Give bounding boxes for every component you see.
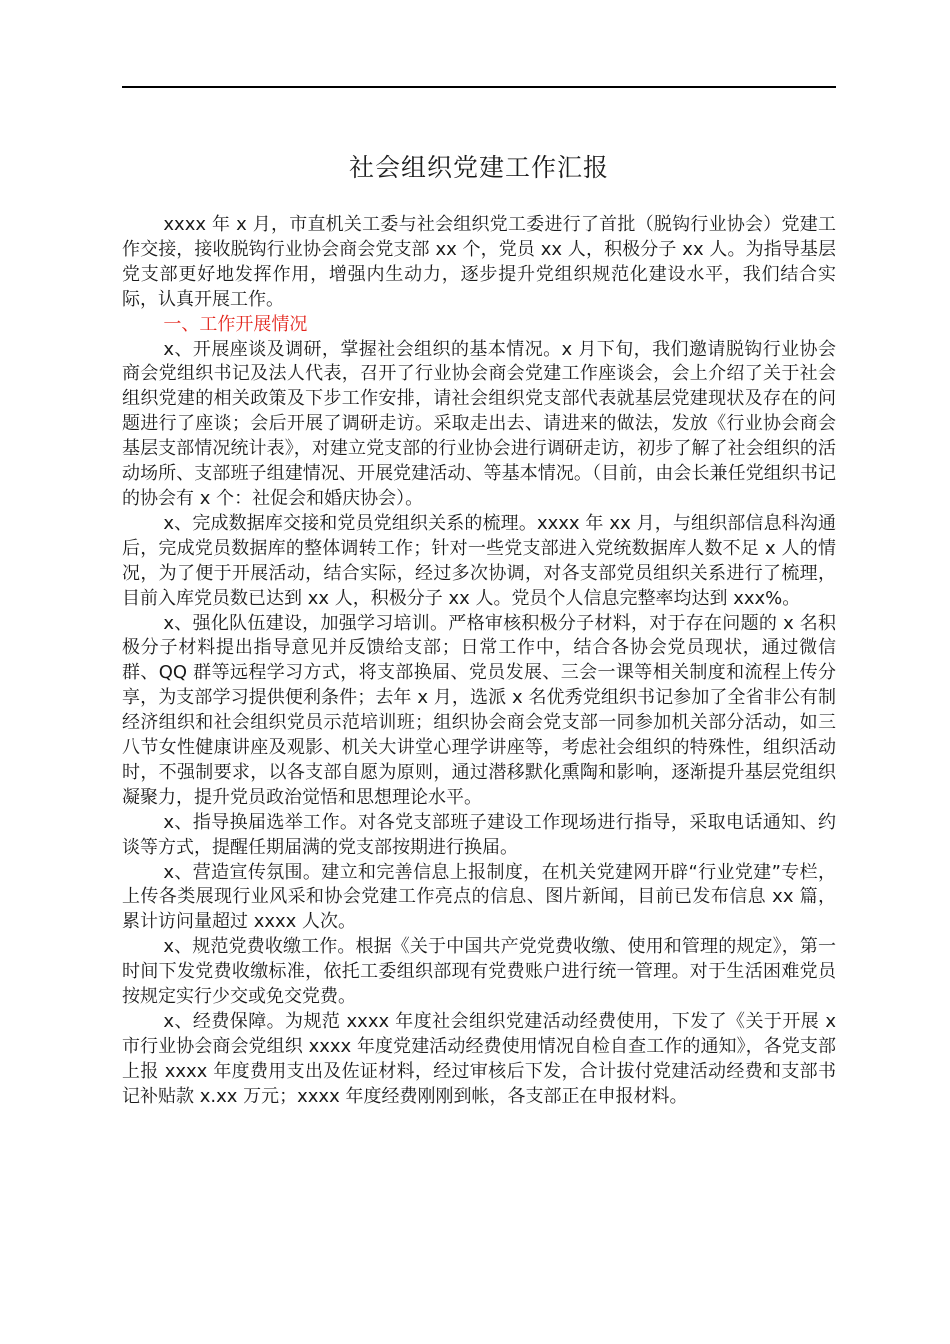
paragraph-survey: x、开展座谈及调研，掌握社会组织的基本情况。x 月下旬，我们邀请脱钩行业协会商会党组织书记及法人代表，召开了行业协会商会党建工作座谈会，会上介绍了关于社会组织党建的相关政策及下步工作安排，请社会组织党支部代表就基层党建现状及存在的问题进行了座谈；会后开展了调研走访。采取走出去、请进来的做法，发放《行业协会商会基层支部情况统计表》，对建立党支部的行业协会进行调研走访，初步了解了社会组织的活动场所、支部班子组建情况、开展党建活动、等基本情况。（目前，由会长兼任党组织书记的协会有 x 个：社促会和婚庆协会）。 — [122, 338, 836, 509]
paragraph-database: x、完成数据库交接和党员党组织关系的梳理。xxxx 年 xx 月，与组织部信息科沟通后，完成党员数据库的整体调转工作；针对一些党支部进入党统数据库人数不足 x 人的情况，为了便于开展活动，结合实际，经过多次协调，对各支部党员组织关系进行了梳理，目前入库党员数已达到 xx 人，积极分子 xx 人。党员个人信息完整率均达到 xxx%。 — [122, 512, 836, 609]
paragraph-publicity: x、营造宣传氛围。建立和完善信息上报制度，在机关党建网开辟“行业党建”专栏，上传各类展现行业风采和协会党建工作亮点的信息、图片新闻，目前已发布信息 xx 篇，累计访问量超过 xxxx 人次。 — [122, 861, 836, 933]
section-heading: 一、工作开展情况 — [163, 313, 308, 335]
document-body — [122, 213, 836, 1110]
paragraph-funding: x、经费保障。为规范 xxxx 年度社会组织党建活动经费使用，下发了《关于开展 x 市行业协会商会党组织 xxxx 年度党建活动经费使用情况自检自查工作的通知》，各党支部上报 xxxx 年度费用支出及佐证材料，经过审核后下发，合计拔付党建活动经费和支部书记补贴款 x.xx 万元；xxxx 年度经费刚刚到帐，各支部正在申报材料。 — [122, 1011, 836, 1107]
intro-paragraph: xxxx 年 x 月，市直机关工委与社会组织党工委进行了首批（脱钩行业协会）党建工作交接，接收脱钩行业协会商会党支部 xx 个，党员 xx 人，积极分子 xx 人。为指导基层党支部更好地发挥作用，增强内生动力，逐步提升党组织规范化建设水平，我们结合实际，认真开展工作。 — [122, 214, 836, 310]
paragraph-dues: x、规范党费收缴工作。根据《关于中国共产党党费收缴、使用和管理的规定》，第一时间下发党费收缴标准，依托工委组织部现有党费账户进行统一管理。对于生活困难党员按规定实行少交或免交党费。 — [122, 936, 836, 1008]
paragraph-training: x、强化队伍建设，加强学习培训。严格审核积极分子材料，对于存在问题的 x 名积极分子材料提出指导意见并反馈给支部；日常工作中，结合各协会党员现状，通过微信群、QQ 群等远程学习方式，将支部换届、党员发展、三会一课等相关制度和流程上传分享，为支部学习提供便利条件；去年 x 月，选派 x 名优秀党组织书记参加了全省非公有制经济组织和社会组织党员示范培训班；组织协会商会党支部一同参加机关部分活动，如三八节女性健康讲座及观影、机关大讲堂心理学讲座等，考虑社会组织的特殊性，组织活动时，不强制要求，以各支部自愿为原则，通过潜移默化熏陶和影响，逐渐提升基层党组织凝聚力，提升党员政治觉悟和思想理论水平。 — [122, 612, 836, 808]
document-title: 社会组织党建工作汇报 — [348, 153, 609, 182]
header-rule — [122, 86, 836, 88]
paragraph-election: x、指导换届选举工作。对各党支部班子建设工作现场进行指导，采取电话通知、约谈等方式，提醒任期届满的党支部按期进行换届。 — [122, 811, 836, 858]
